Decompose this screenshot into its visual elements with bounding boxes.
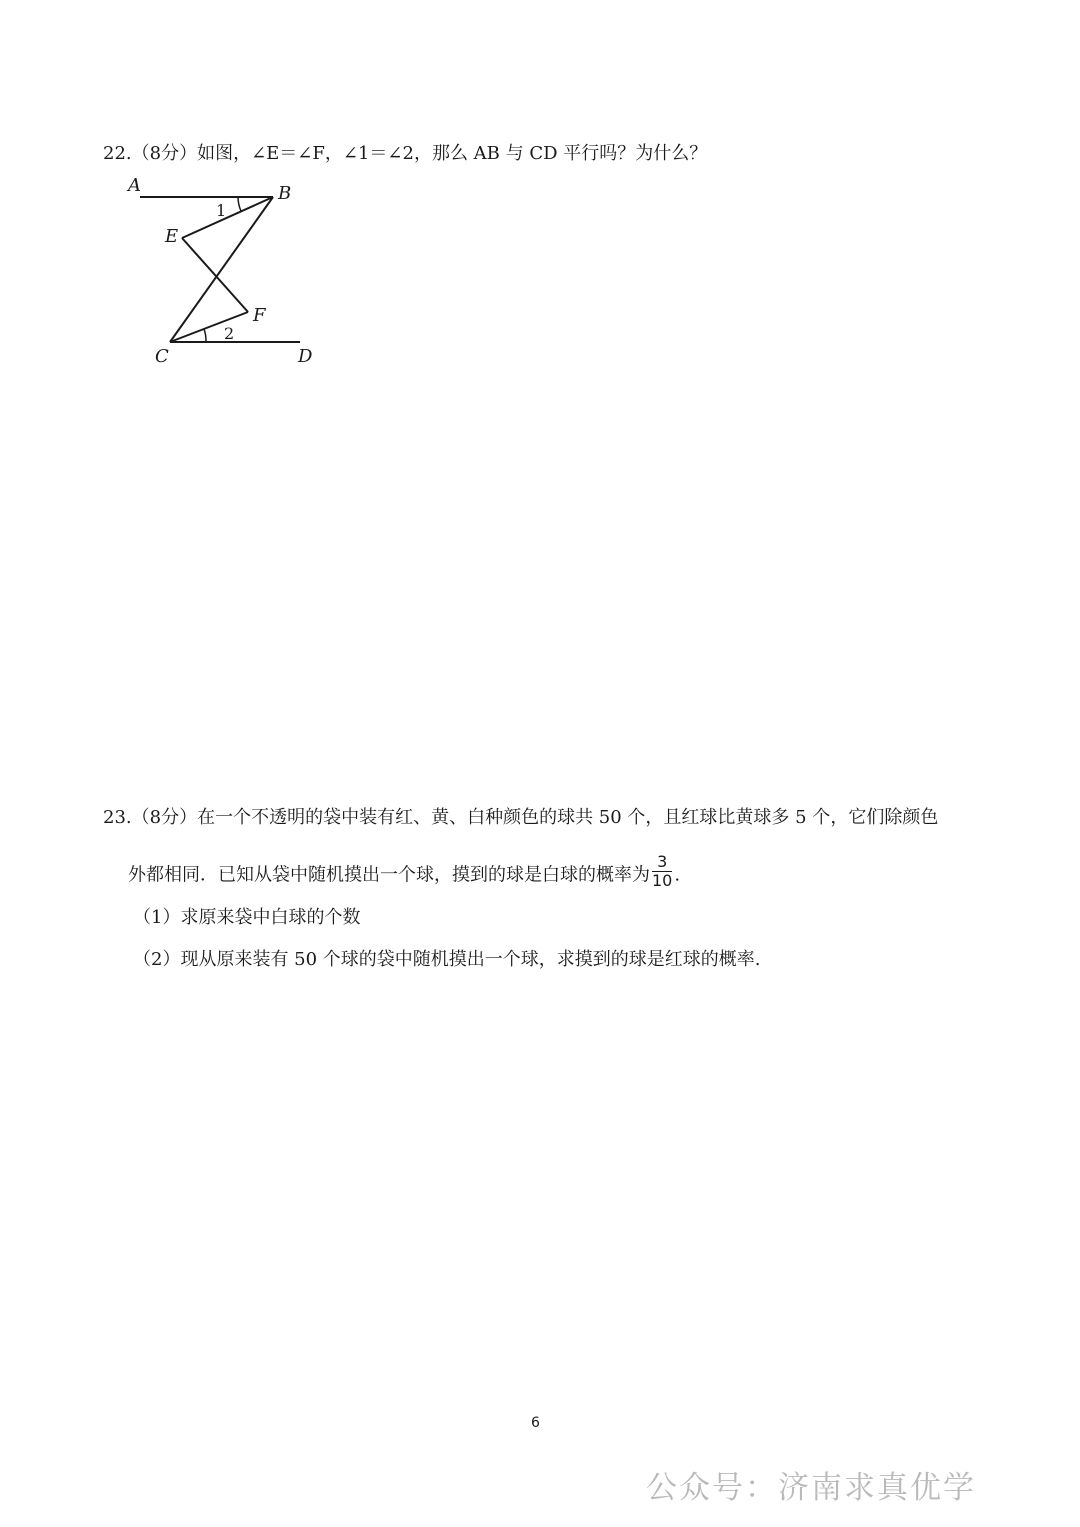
probability-fraction (652, 853, 672, 890)
geometry-figure (120, 172, 330, 372)
angle-2-arc (204, 329, 206, 342)
question-23-line2-text: 外都相同．已知从袋中随机摸出一个球，摸到的球是白球的概率为 (128, 864, 650, 886)
label-f: F (253, 305, 266, 326)
label-angle-2: 2 (224, 324, 235, 343)
line-ef (182, 238, 248, 312)
question-23-line2-end: . (674, 864, 681, 886)
footer-watermark: 公众号：济南求真优学 (646, 1470, 976, 1506)
fraction-numerator: 3 (652, 853, 672, 872)
label-a: A (128, 175, 141, 196)
question-23-line1: 23.（8分）在一个不透明的袋中装有红、黄、白种颜色的球共 50 个，且红球比黄球多 5 个，它们除颜色 (103, 807, 939, 828)
label-d: D (298, 346, 313, 367)
question-23-sub1: （1）求原来袋中白球的个数 (133, 907, 361, 928)
label-c: C (155, 346, 169, 367)
fraction-denominator: 10 (652, 871, 673, 890)
label-e: E (165, 226, 179, 247)
question-23-line2 (128, 852, 681, 894)
question-23-sub2: （2）现从原来装有 50 个球的袋中随机摸出一个球，求摸到的球是红球的概率. (133, 949, 761, 970)
question-22-text: 22.（8分）如图，∠E＝∠F，∠1＝∠2，那么 AB 与 CD 平行吗？为什么？ (103, 143, 708, 164)
angle-1-arc (238, 197, 241, 211)
label-b: B (278, 183, 292, 204)
label-angle-1: 1 (216, 201, 227, 220)
page-number: 6 (531, 1415, 540, 1431)
